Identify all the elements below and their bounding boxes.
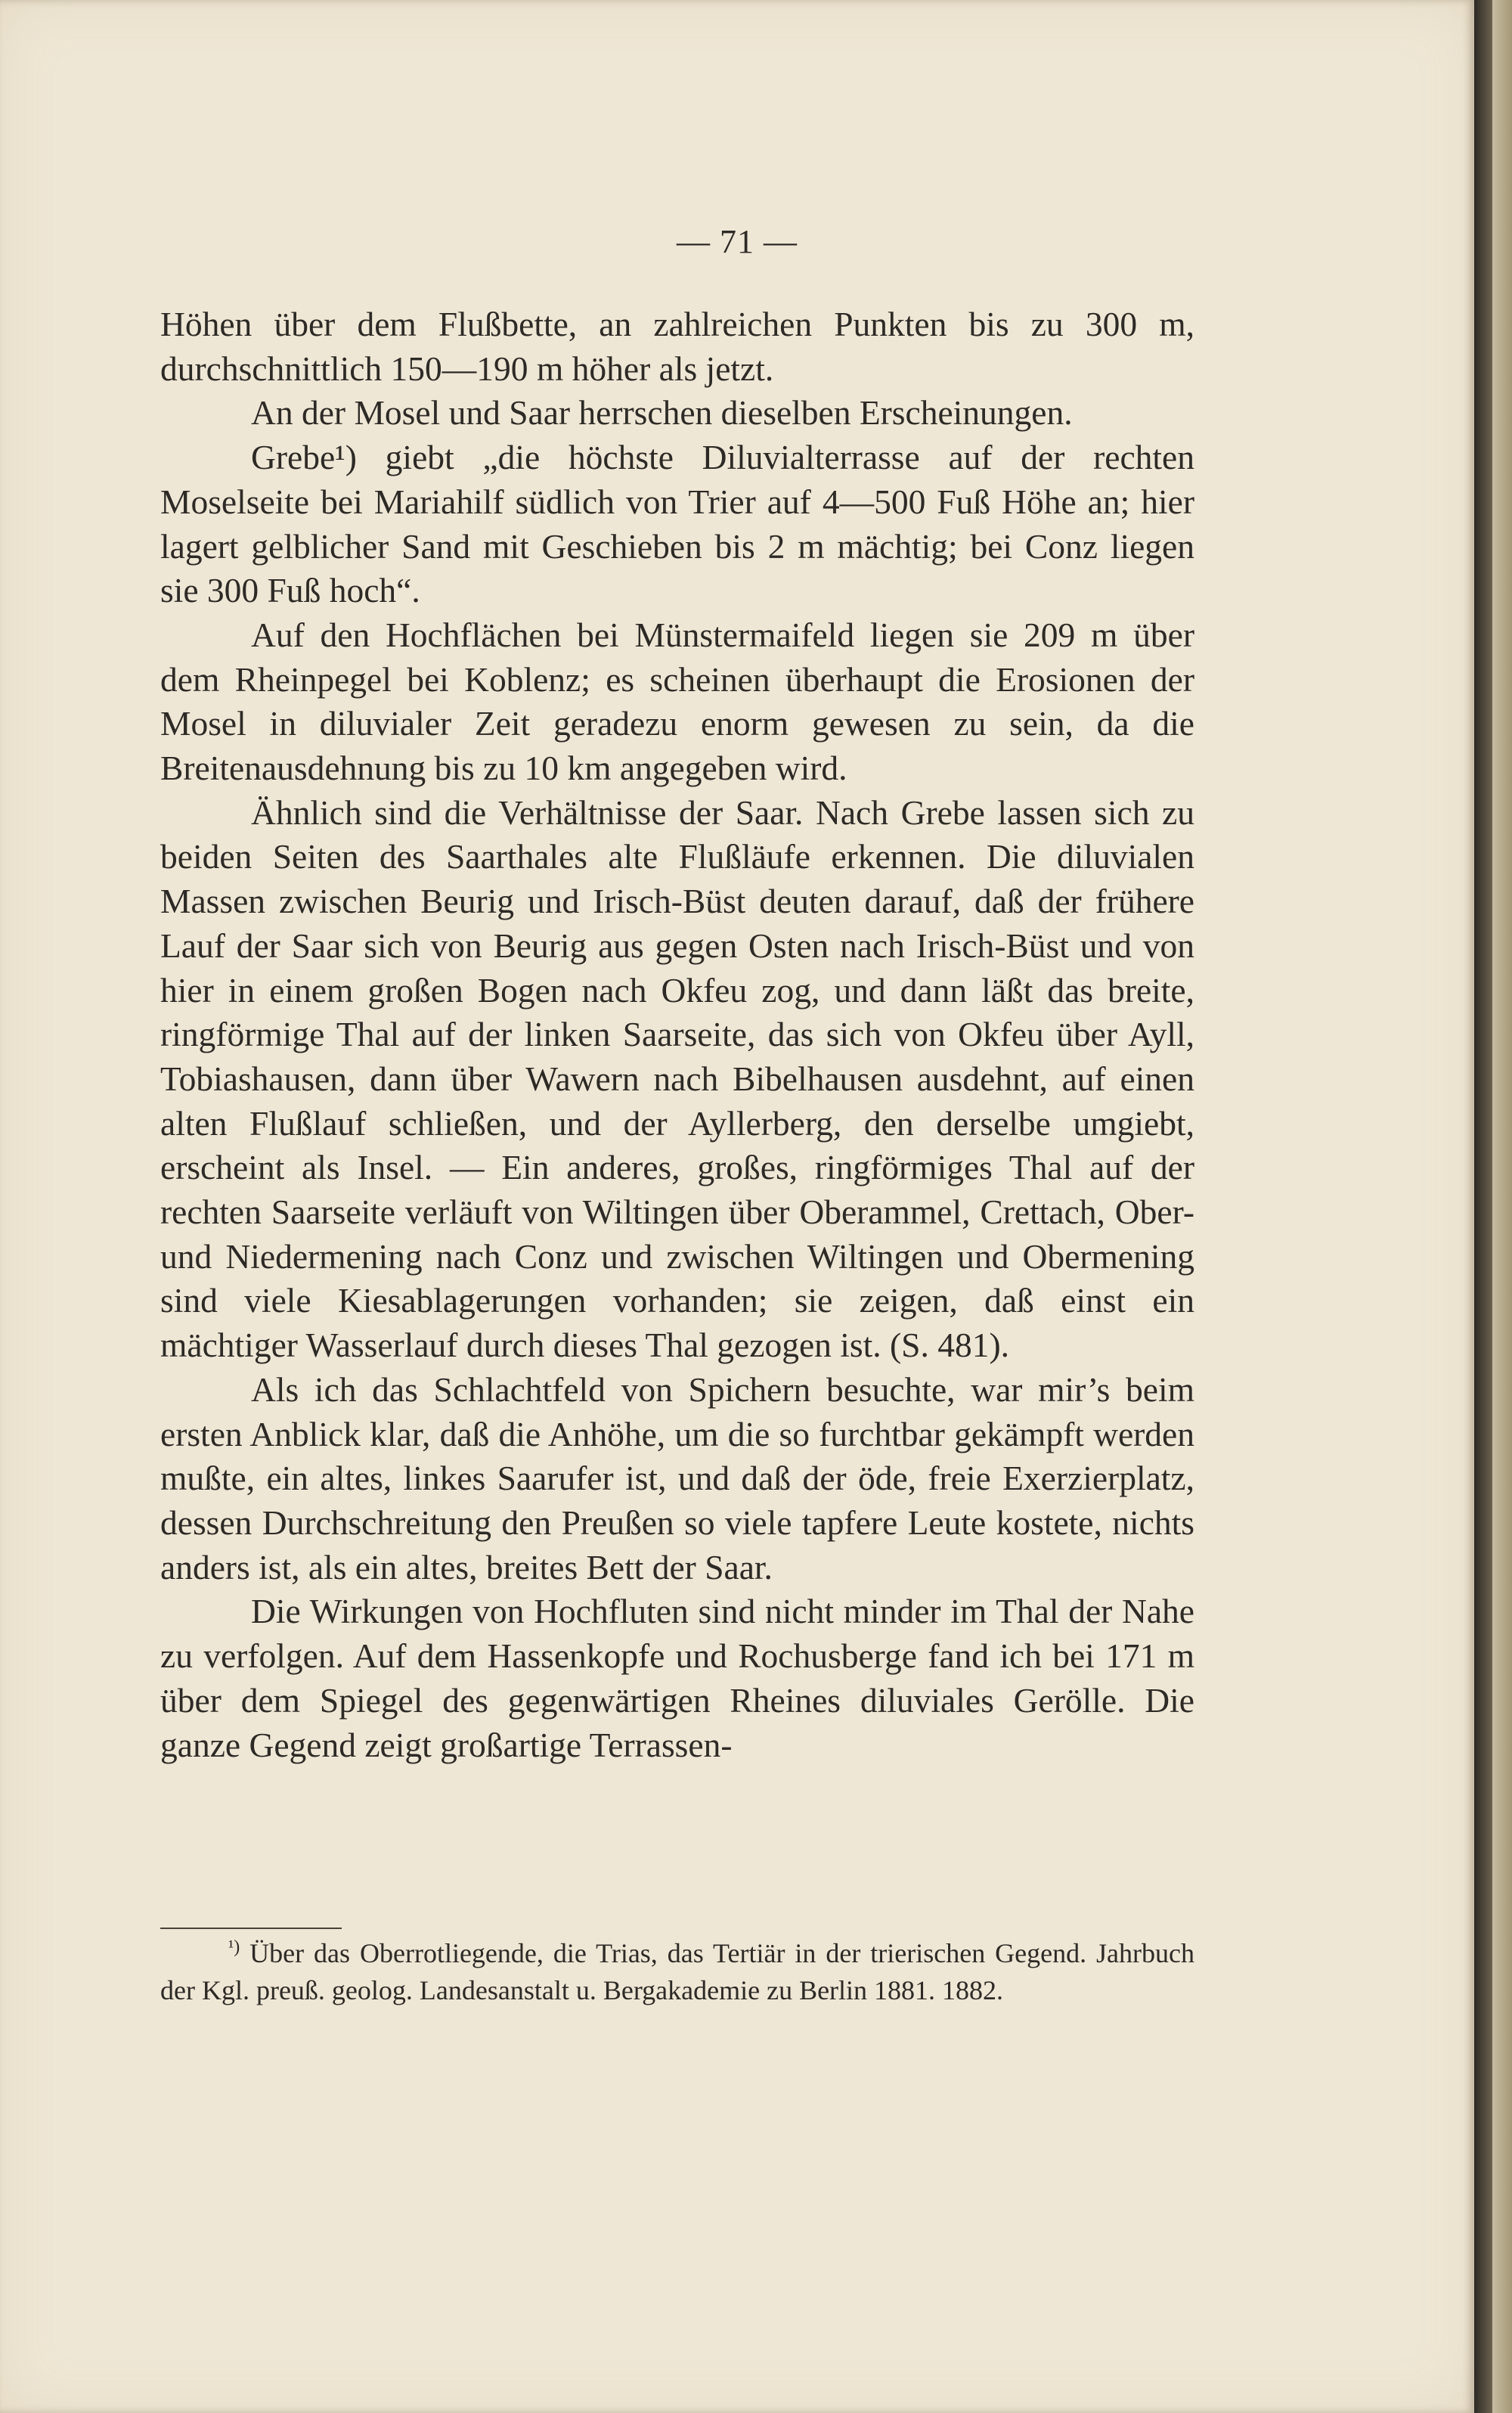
paragraph: An der Mosel und Saar herrschen dieselben Erscheinungen. [251, 393, 1073, 433]
footnote-marker: ¹) [228, 1937, 240, 1957]
paragraph: Höhen über dem Flußbette, an zahlreichen Punkten bis zu 300 m, durchschnittlich 150—190 m höher als jetzt. [160, 305, 1194, 388]
footnote [160, 1935, 1194, 2008]
body-text [160, 302, 1194, 1767]
paragraph: Auf den Hochflächen bei Münstermaifeld liegen sie 209 m über dem Rheinpegel bei Koblenz; es scheinen überhaupt die Erosionen der Mosel in diluvialer Zeit geradezu enorm gewesen zu sein, da die Breitenausdehnung bis zu 10 km angegeben wird. [160, 615, 1194, 788]
footnote-text [160, 1935, 1194, 2008]
footnote-body: Über das Oberrotliegende, die Trias, das Tertiär in der trierischen Gegend. Jahrbuch der Kgl. preuß. geolog. Landesanstalt u. Bergakademie zu Berlin 1881. 1882. [160, 1938, 1194, 2005]
paragraph: Ähnlich sind die Verhältnisse der Saar. Nach Grebe lassen sich zu beiden Seiten des Saarthales alte Flußläufe erkennen. Die diluvialen Massen zwischen Beurig und Irisch-Büst deuten darauf, daß der frühere Lauf der Saar sich von Beurig aus gegen Osten nach Irisch-Büst und von hier in einem großen Bogen nach Okfeu zog, und dann läßt das breite, ringförmige Thal auf der linken Saarseite, das sich von Okfeu über Ayll, Tobiashausen, dann über Wawern nach Bibelhausen ausdehnt, auf einen alten Flußlauf schließen, und der Ayllerberg, den derselbe umgiebt, erscheint als Insel. — Ein anderes, großes, ringförmiges Thal auf der rechten Saarseite verläuft von Wiltingen über Oberammel, Crettach, Ober- und Niedermening nach Conz und zwischen Wiltingen und Obermening sind viele Kiesablagerungen vorhanden; sie zeigen, daß einst ein mächtiger Wasserlauf durch dieses Thal gezogen ist. (S. 481). [160, 792, 1194, 1365]
paragraph: Als ich das Schlachtfeld von Spichern besuchte, war mir’s beim ersten Anblick klar, daß die Anhöhe, um die so furchtbar gekämpft werden mußte, ein altes, linkes Saarufer ist, und daß der öde, freie Exerzierplatz, dessen Durchschreitung den Preußen so viele tapfere Leute kostete, nichts anders ist, als ein altes, breites Bett der Saar. [160, 1369, 1194, 1586]
paragraph: Grebe¹) giebt „die höchste Diluvialterrasse auf der rechten Moselseite bei Mariahilf südlich von Trier auf 4—500 Fuß Höhe an; hier lagert gelblicher Sand mit Geschieben bis 2 m mächtig; bei Conz liegen sie 300 Fuß hoch“. [160, 438, 1194, 610]
footnote-divider [160, 1928, 342, 1929]
page-edge-shadow [1474, 0, 1492, 2413]
book-cover-edge [1492, 0, 1512, 2413]
paragraph: Die Wirkungen von Hochfluten sind nicht minder im Thal der Nahe zu verfolgen. Auf dem Hassenkopfe und Rochusberge fand ich bei 171 m über dem Spiegel des gegenwärtigen Rheines diluviales Gerölle. Die ganze Gegend zeigt großartige Terrassen- [160, 1592, 1194, 1764]
page-number: — 71 — [677, 223, 798, 260]
